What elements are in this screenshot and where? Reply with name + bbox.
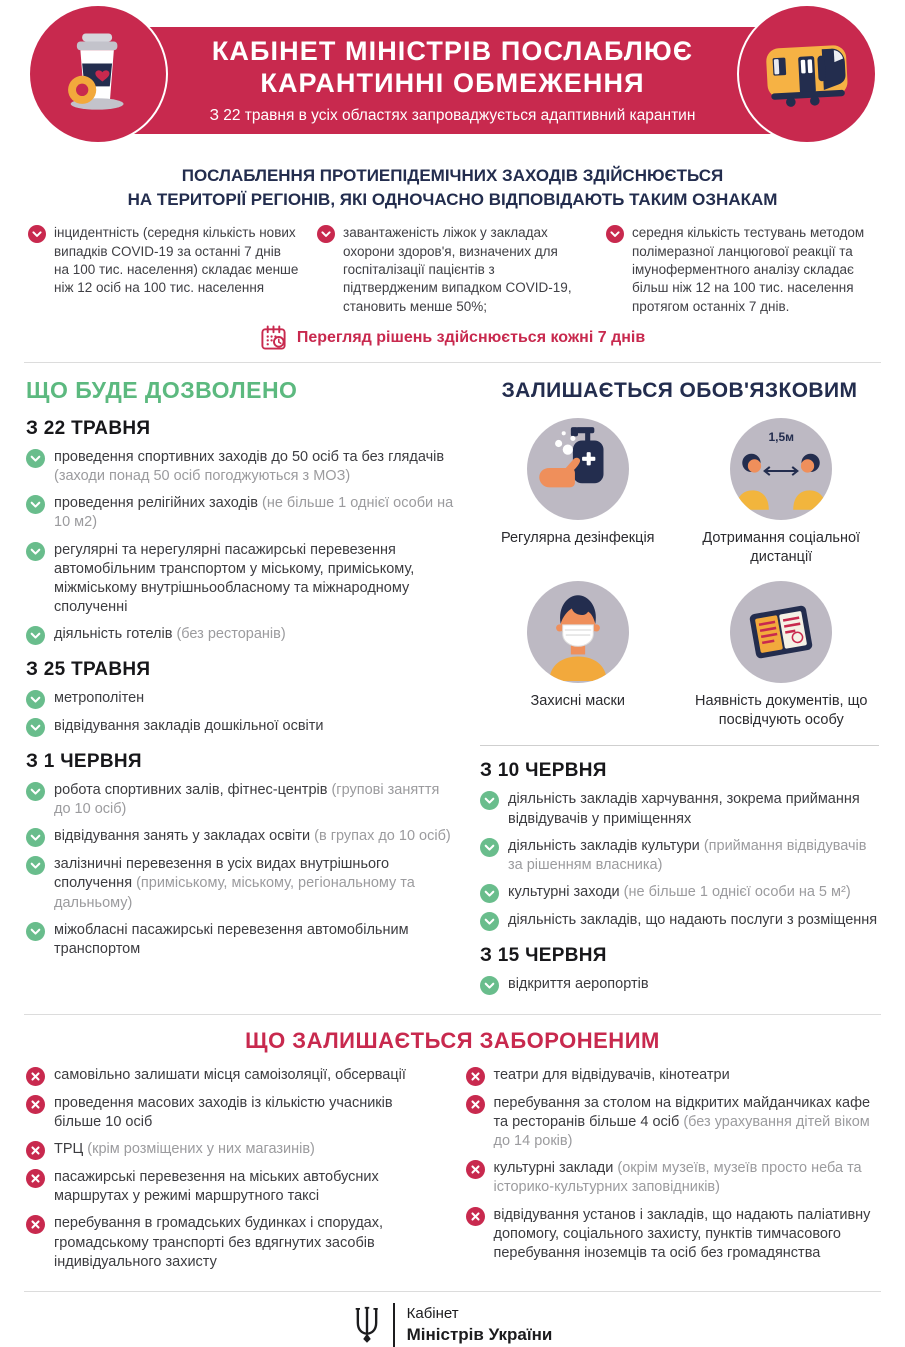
allowed-item [26,541,458,618]
allowed-item [26,494,458,532]
header-banner [0,0,905,150]
item-text: метрополітен [54,690,145,707]
allowed-title: ЩО БУДЕ ДОЗВОЛЕНО [26,377,298,404]
x-icon [26,1141,45,1160]
section-divider [24,362,881,363]
allowed-item [26,625,458,645]
x-icon [26,1169,45,1188]
footer-org-line1: Кабінет [406,1304,459,1322]
item-note: (крім розміщених у них магазинів) [87,1141,315,1158]
item-text: театри для відвідувачів, кінотеатри [493,1066,730,1083]
check-icon [480,838,499,857]
item-text: ТРЦ (крім розміщених у них магазинів) [54,1141,315,1158]
forbidden-item [466,1066,880,1086]
footer-org-line2: Міністрів України [406,1324,553,1344]
item-note: (без урахування дітей віком до 14 років) [493,1114,870,1150]
check-icon [26,626,45,645]
item-text: пасажирські перевезення на міських автобусних маршрутах у режимі маршрутного таксі [54,1169,379,1205]
forbidden-item [26,1214,440,1271]
forbidden-item [466,1159,880,1197]
x-icon [466,1067,485,1086]
criteria-item-text: завантаженість ліжок у закладах охорони здоров'я, визначених для госпіталізації пацієнтів з підтвердженим випадком COVID-19, становить менше 50%; [343,225,572,314]
calendar-clock-icon [260,324,287,351]
forbidden-item [466,1206,880,1263]
check-icon [26,856,45,875]
review-note-text: Перегляд рішень здійснюється кожні 7 днів [296,328,646,346]
allowed-item [480,975,879,995]
item-note: (не більше 1 однієї особи на 10 м2) [54,495,454,531]
chevron-down-icon [317,225,335,243]
x-icon [26,1095,45,1114]
forbidden-columns [0,1058,905,1280]
check-icon [26,922,45,941]
allowed-item [480,883,879,903]
criteria-heading: ПОСЛАБЛЕННЯ ПРОТИЕПІДЕМІЧНИХ ЗАХОДІВ ЗДІЙСНЮЄТЬСЯ НА ТЕРИТОРІЇ РЕГІОНІВ, ЯКІ ОДНОЧАСНО ВІДПОВІДАЮТЬ ТАКИМ ОЗНАКАМ [127,166,778,210]
check-icon [26,449,45,468]
check-icon [480,791,499,810]
x-icon [466,1160,485,1179]
check-icon [26,542,45,561]
item-text: діяльність закладів, що надають послуги з розміщення [508,911,878,928]
forbidden-item [26,1168,440,1206]
distance-label: 1,5м [768,430,795,445]
date-heading: З 10 ЧЕРВНЯ [480,760,607,782]
section-divider [24,1014,881,1015]
page-title: КАБІНЕТ МІНІСТРІВ ПОСЛАБЛЮЄ КАРАНТИННІ ОБМЕЖЕННЯ [211,36,694,98]
item-text: відвідування занять у закладах освіти (в групах до 10 осіб) [54,828,451,845]
criteria-item [606,224,877,316]
item-note: (приймання відвідувачів за рішенням власника) [508,837,867,873]
check-icon [26,782,45,801]
allowed-item [26,689,458,709]
x-icon [466,1095,485,1114]
criteria-item-text: інцидентність (середня кількість нових випадків COVID-19 за останні 7 днів на 100 тис. населення) складає менше ніж 12 осіб на 100 тис. населення [54,225,299,296]
header-subtitle: З 22 травня в усіх областях запроваджується адаптивний карантин [209,106,696,124]
forbidden-item [466,1094,880,1151]
item-text: перебування за столом на відкритих майданчиках кафе та ресторанів більше 4 осіб (без урахування дітей віком до 14 років) [493,1094,871,1150]
forbidden-item [26,1066,440,1086]
date-heading: З 22 ТРАВНЯ [26,418,151,440]
x-icon [26,1215,45,1234]
item-note: (групові заняття до 10 осіб) [54,782,440,818]
allowed-item [26,855,458,912]
allowed-item [26,781,458,819]
item-note: (не більше 1 однієї особи на 5 м²) [623,883,851,900]
allowed-column [26,365,458,1003]
allowed-item [26,717,458,737]
criteria-item [28,224,299,316]
allowed-item [480,911,879,931]
item-text: проведення спортивних заходів до 50 осіб та без глядачів (заходи понад 50 осіб погоджуються з МОЗ) [54,449,445,485]
allowed-item [26,921,458,959]
item-text: діяльність закладів харчування, зокрема приймання відвідувачів у приміщеннях [508,791,860,827]
forbidden-right-column [466,1058,880,1280]
mandatory-item [501,418,655,567]
chevron-down-icon [606,225,624,243]
item-text: відвідування закладів дошкільної освіти [54,718,324,735]
mandatory-item [689,581,874,730]
forbidden-item [26,1140,440,1160]
item-text: культурні заходи (не більше 1 однієї особи на 5 м²) [508,883,851,900]
item-text: відкриття аеропортів [508,975,649,992]
allowed-item [26,827,458,847]
column-divider [480,745,879,746]
item-text: робота спортивних залів, фітнес-центрів (групові заняття до 10 осіб) [54,782,440,818]
item-note: (заходи понад 50 осіб погоджуються з МОЗ) [54,468,351,485]
item-text: культурні заклади (окрім музеїв, музеїв просто неба та історико-культурних заповідників) [493,1160,862,1196]
item-text: діяльність готелів (без ресторанів) [54,626,286,643]
date-heading: З 25 ТРАВНЯ [26,659,151,681]
check-icon [480,976,499,995]
mandatory-title: ЗАЛИШАЄТЬСЯ ОБОВ'ЯЗКОВИМ [501,379,858,403]
footer-divider-bar [393,1303,395,1347]
forbidden-left-column [26,1058,440,1280]
item-text: самовільно залишати місця самоізоляції, обсервації [54,1066,406,1083]
item-text: діяльність закладів культури (приймання відвідувачів за рішенням власника) [508,837,867,873]
check-icon [480,912,499,931]
x-icon [26,1067,45,1086]
coffee-cup-icon [28,4,168,144]
mandatory-grid [480,418,879,729]
item-text: залізничні перевезення в усіх видах внутрішнього сполучення (приміському, міському, регіональному та дальньому) [54,856,415,911]
item-text: перебування в громадських будинках і спорудах, громадському транспорті без вдягнутих засобів індивідуального захисту [54,1215,384,1270]
allowed-item [480,837,879,875]
id-documents-icon [730,581,832,683]
item-text: відвідування установ і закладів, що надають паліативну допомогу, соціального захисту, пунктів тимчасового перебування іноземців та осіб без громадянства [493,1206,871,1261]
forbidden-title: ЩО ЗАЛИШАЄТЬСЯ ЗАБОРОНЕНИМ [245,1027,660,1053]
criteria-item-text: середня кількість тестувань методом полімеразної ланцюгової реакції та імуноферментного аналізу складає більш ніж 12 на 100 тис. населення протягом останніх 7 днів. [632,225,865,314]
check-icon [26,495,45,514]
review-note [0,324,905,351]
social-distance-icon [730,418,832,520]
chevron-down-icon [28,225,46,243]
item-note: (приміському, міському, регіональному та дальньому) [54,875,415,911]
criteria-row [0,224,905,316]
allowed-item [26,448,458,486]
item-text: міжобласні пасажирські перевезення автомобільним транспортом [54,921,409,957]
item-note: (без ресторанів) [176,626,286,643]
trident-icon [353,1305,381,1345]
item-text: проведення масових заходів із кількістю учасників більше 10 осіб [54,1094,393,1131]
item-text: проведення релігійних заходів (не більше 1 однієї особи на 10 м2) [54,495,454,531]
check-icon [26,828,45,847]
item-note: (в групах до 10 осіб) [314,828,451,845]
mandatory-item [527,581,629,730]
check-icon [26,718,45,737]
x-icon [466,1207,485,1226]
header-band [76,27,829,134]
mandatory-item-label: Захисні маски [530,692,625,709]
item-text: регулярні та нерегулярні пасажирські перевезення автомобільним транспортом у міському, приміському, міжміському внутрішньообласному та міжнародному сполученні [54,541,415,615]
forbidden-item [26,1094,440,1132]
mandatory-item-label: Наявність документів, що посвідчують особу [695,692,868,728]
date-heading: З 15 ЧЕРВНЯ [480,944,607,966]
footer [0,1292,905,1347]
date-heading: З 1 ЧЕРВНЯ [26,751,142,773]
mandatory-item [689,418,874,567]
disinfection-icon [527,418,629,520]
item-note: (окрім музеїв, музеїв просто неба та історико-культурних заповідників) [493,1160,862,1196]
check-icon [26,690,45,709]
mandatory-item-label: Регулярна дезінфекція [500,530,655,547]
allowed-item [480,790,879,828]
check-icon [480,884,499,903]
footer-org [407,1305,553,1345]
mandatory-column [480,365,879,1003]
tram-icon [737,4,877,144]
face-mask-icon [527,581,629,683]
criteria-item [317,224,588,316]
mandatory-item-label: Дотримання соціальної дистанції [702,530,861,565]
